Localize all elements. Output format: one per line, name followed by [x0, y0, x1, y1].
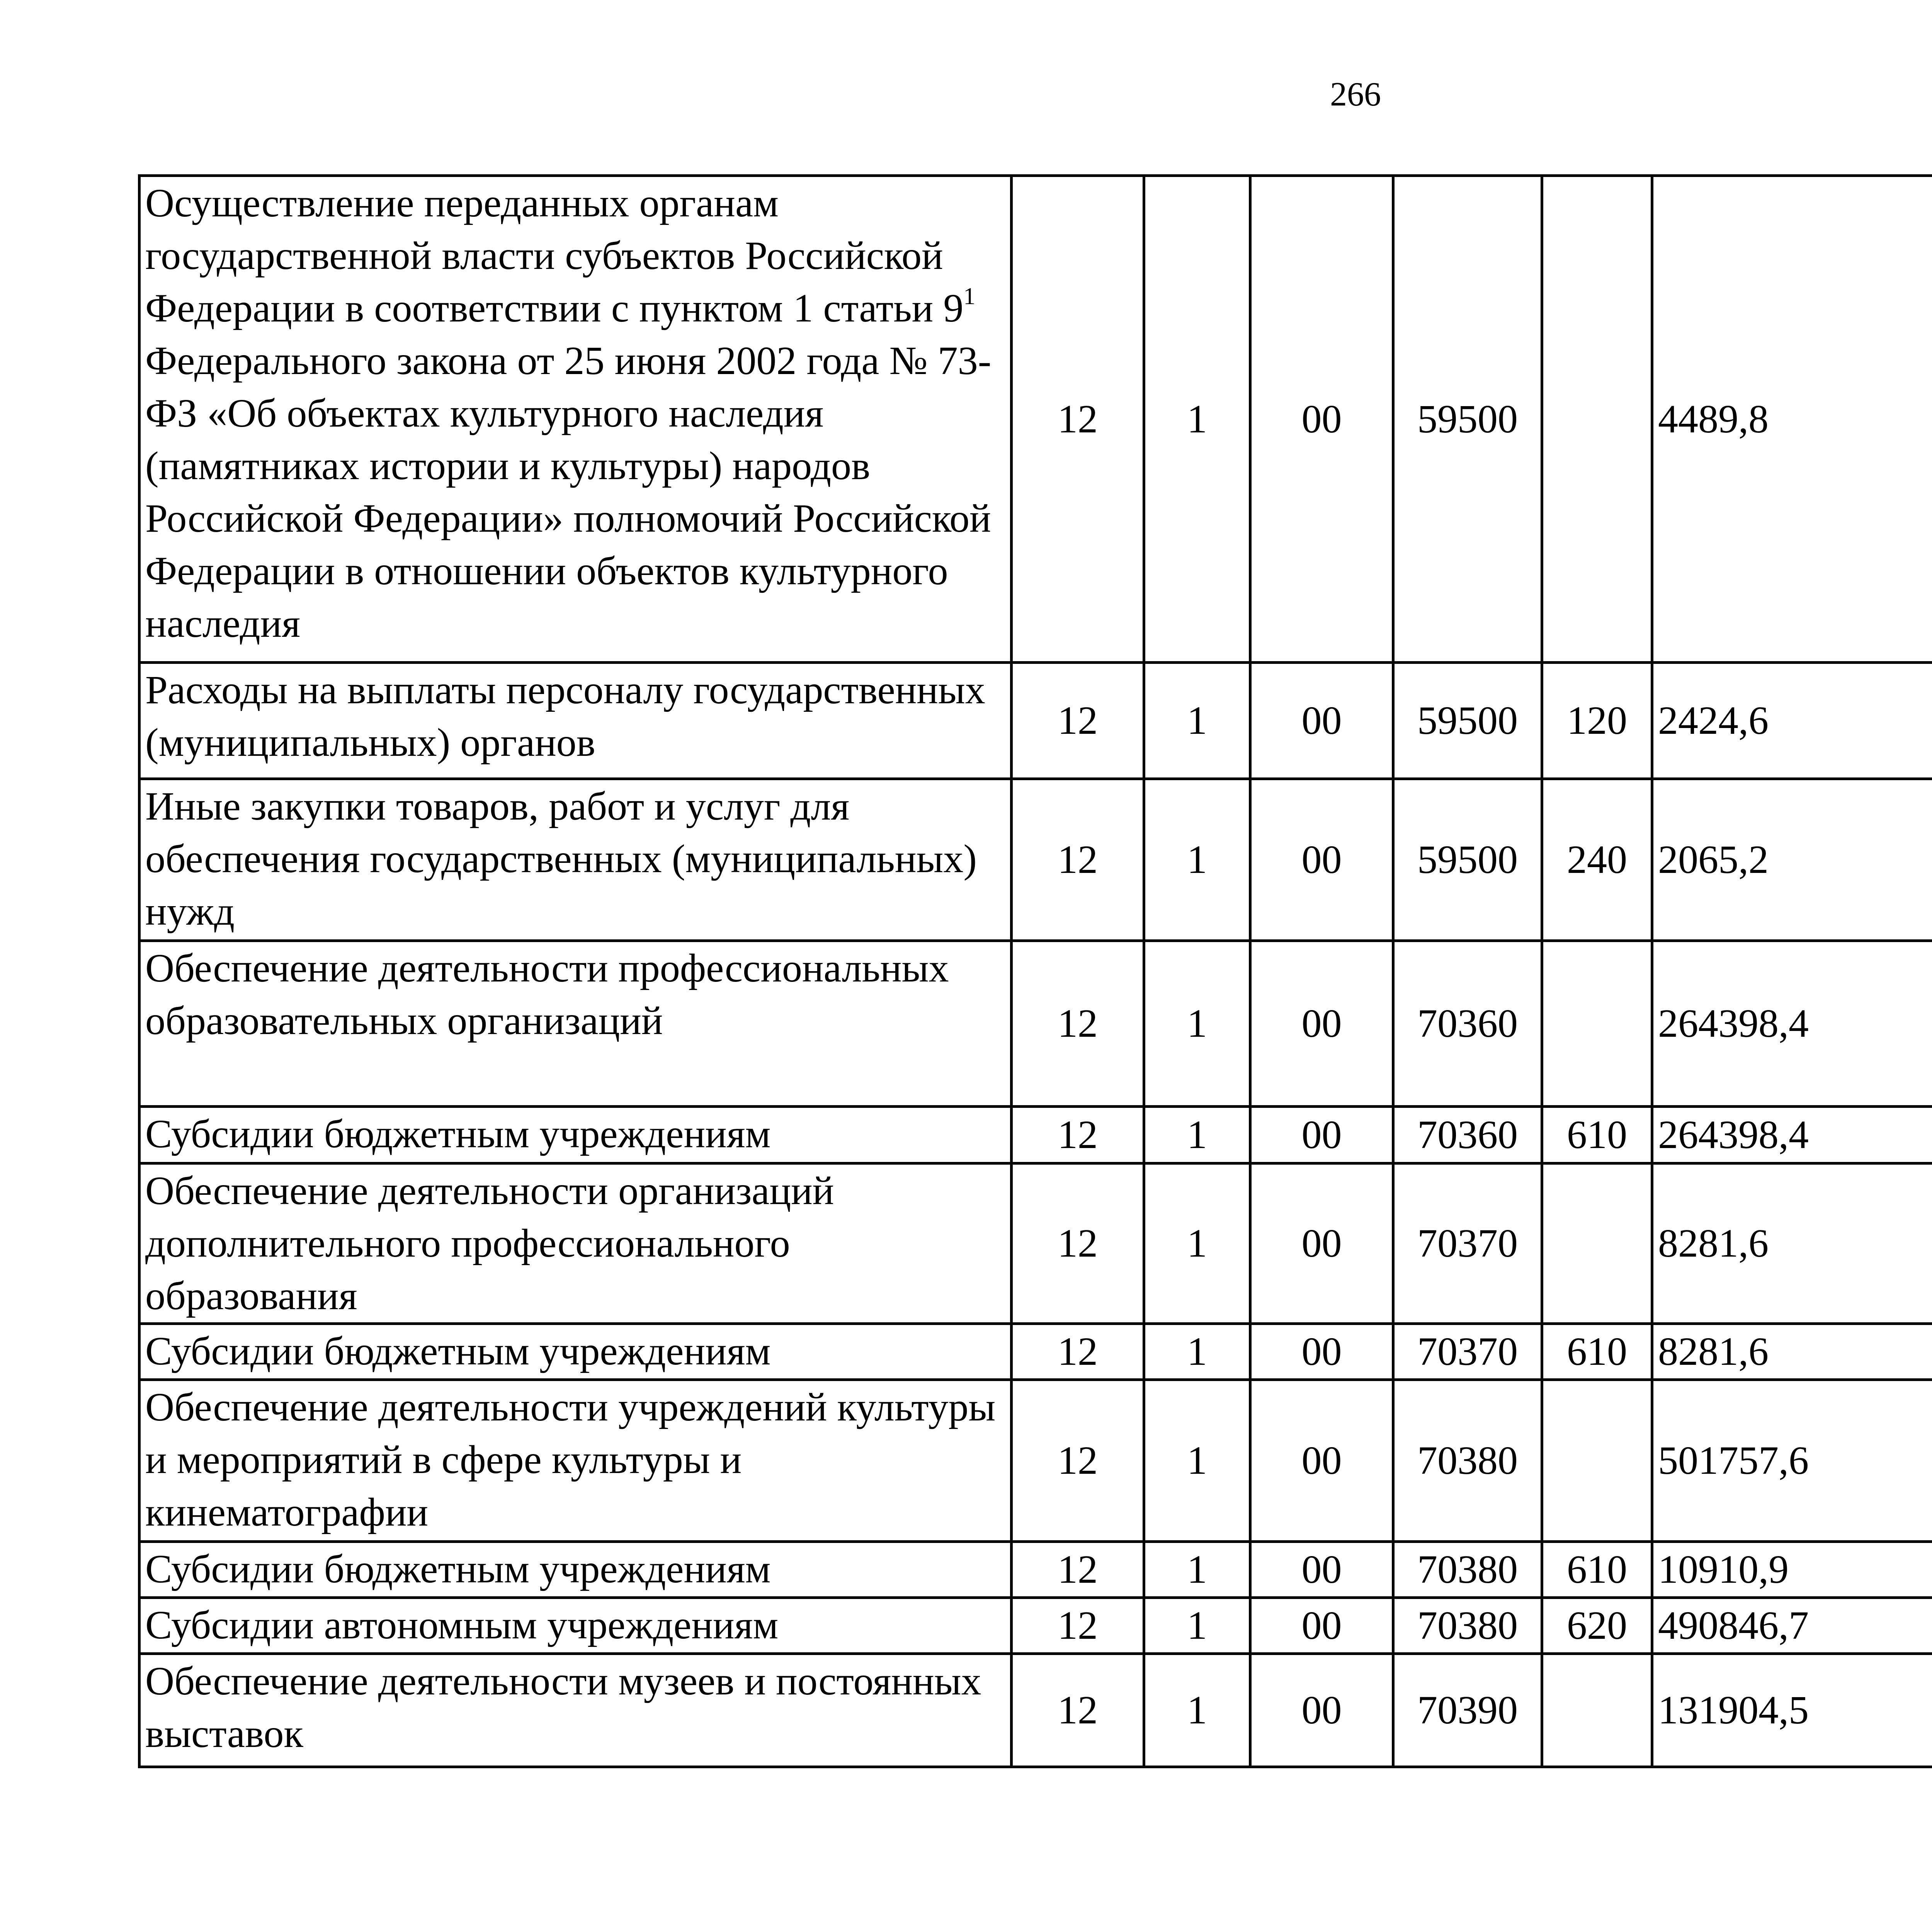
row-name-cell: Субсидии бюджетным учреждениям: [139, 1324, 1012, 1380]
superscript: 1: [963, 283, 976, 310]
row-name-cell: Обеспечение деятельности учреждений культуры и мероприятий в сфере культуры и кинематографии: [139, 1380, 1012, 1542]
code-cell: 59500: [1393, 663, 1542, 779]
code-cell: 1: [1144, 1163, 1250, 1324]
amount-cell: 2065,2: [1652, 779, 1932, 941]
table-row: [139, 1324, 1932, 1380]
amount-cell: 2424,6: [1652, 663, 1932, 779]
table-row: [139, 1598, 1932, 1654]
code-cell: 1: [1144, 1598, 1250, 1654]
code-cell: 00: [1250, 1163, 1393, 1324]
code-cell: 12: [1012, 663, 1144, 779]
code-cell: 1: [1144, 941, 1250, 1107]
code-cell: [1542, 176, 1652, 663]
code-cell: [1542, 1163, 1652, 1324]
code-cell: 00: [1250, 176, 1393, 663]
code-cell: 70370: [1393, 1163, 1542, 1324]
code-cell: 70380: [1393, 1542, 1542, 1598]
code-cell: 59500: [1393, 176, 1542, 663]
row-name-cell: Субсидии бюджетным учреждениям: [139, 1107, 1012, 1163]
amount-cell: 264398,4: [1652, 941, 1932, 1107]
table-row: [139, 1107, 1932, 1163]
code-cell: 12: [1012, 1380, 1144, 1542]
row-name-cell: Субсидии бюджетным учреждениям: [139, 1542, 1012, 1598]
code-cell: 12: [1012, 779, 1144, 941]
code-cell: [1542, 1654, 1652, 1767]
code-cell: 1: [1144, 176, 1250, 663]
table-row: [139, 941, 1932, 1107]
table-row: [139, 1542, 1932, 1598]
code-cell: 240: [1542, 779, 1652, 941]
amount-cell: 4489,8: [1652, 176, 1932, 663]
row-name-cell: Расходы на выплаты персоналу государственных (муниципальных) органов: [139, 663, 1012, 779]
row-name-part: Осуществление переданных органам государственной власти субъектов Российской Федерации в соответствии с пунктом 1 статьи 9: [145, 181, 964, 330]
code-cell: [1542, 1380, 1652, 1542]
code-cell: 610: [1542, 1107, 1652, 1163]
amount-cell: 264398,4: [1652, 1107, 1932, 1163]
code-cell: 12: [1012, 1598, 1144, 1654]
code-cell: 70390: [1393, 1654, 1542, 1767]
row-name-cell: Обеспечение деятельности организаций дополнительного профессионального образования: [139, 1163, 1012, 1324]
table-row: [139, 779, 1932, 941]
code-cell: 1: [1144, 779, 1250, 941]
code-cell: 610: [1542, 1324, 1652, 1380]
row-name-cell: [139, 176, 1012, 663]
code-cell: 120: [1542, 663, 1652, 779]
row-name-cell: Иные закупки товаров, работ и услуг для обеспечения государственных (муниципальных) нужд: [139, 779, 1012, 941]
amount-cell: 131904,5: [1652, 1654, 1932, 1767]
budget-table: [138, 174, 1932, 1768]
code-cell: 1: [1144, 1324, 1250, 1380]
code-cell: [1542, 941, 1652, 1107]
code-cell: 12: [1012, 1324, 1144, 1380]
code-cell: 1: [1144, 1380, 1250, 1542]
table-row: [139, 1654, 1932, 1767]
table-row: [139, 1163, 1932, 1324]
table-row: [139, 1380, 1932, 1542]
page-number: 266: [1330, 76, 1381, 113]
amount-cell: 10910,9: [1652, 1542, 1932, 1598]
code-cell: 00: [1250, 1654, 1393, 1767]
code-cell: 59500: [1393, 779, 1542, 941]
code-cell: 00: [1250, 779, 1393, 941]
code-cell: 610: [1542, 1542, 1652, 1598]
code-cell: 70380: [1393, 1380, 1542, 1542]
row-name-cell: Обеспечение деятельности профессиональных образовательных организаций: [139, 941, 1012, 1107]
code-cell: 70370: [1393, 1324, 1542, 1380]
code-cell: 00: [1250, 1324, 1393, 1380]
code-cell: 12: [1012, 1107, 1144, 1163]
code-cell: 12: [1012, 1654, 1144, 1767]
code-cell: 70380: [1393, 1598, 1542, 1654]
code-cell: 1: [1144, 1107, 1250, 1163]
code-cell: 00: [1250, 1542, 1393, 1598]
row-name-cell: Субсидии автономным учреждениям: [139, 1598, 1012, 1654]
code-cell: 12: [1012, 941, 1144, 1107]
code-cell: 12: [1012, 1542, 1144, 1598]
code-cell: 70360: [1393, 941, 1542, 1107]
amount-cell: 8281,6: [1652, 1163, 1932, 1324]
amount-cell: 501757,6: [1652, 1380, 1932, 1542]
code-cell: 00: [1250, 1598, 1393, 1654]
code-cell: 1: [1144, 1542, 1250, 1598]
code-cell: 12: [1012, 1163, 1144, 1324]
code-cell: 12: [1012, 176, 1144, 663]
code-cell: 00: [1250, 941, 1393, 1107]
row-name-part: Федерального закона от 25 июня 2002 года № 73-ФЗ «Об объектах культурного наследия (памятниках истории и культуры) народов Российской Федерации» полномочий Российской Федерации в отношении объектов культурного наследия: [145, 338, 992, 646]
table-row: [139, 663, 1932, 779]
row-name-cell: Обеспечение деятельности музеев и постоянных выставок: [139, 1654, 1012, 1767]
code-cell: 00: [1250, 1107, 1393, 1163]
code-cell: 00: [1250, 1380, 1393, 1542]
code-cell: 1: [1144, 1654, 1250, 1767]
code-cell: 1: [1144, 663, 1250, 779]
table-row: [139, 176, 1932, 663]
amount-cell: 8281,6: [1652, 1324, 1932, 1380]
code-cell: 620: [1542, 1598, 1652, 1654]
code-cell: 70360: [1393, 1107, 1542, 1163]
amount-cell: 490846,7: [1652, 1598, 1932, 1654]
code-cell: 00: [1250, 663, 1393, 779]
